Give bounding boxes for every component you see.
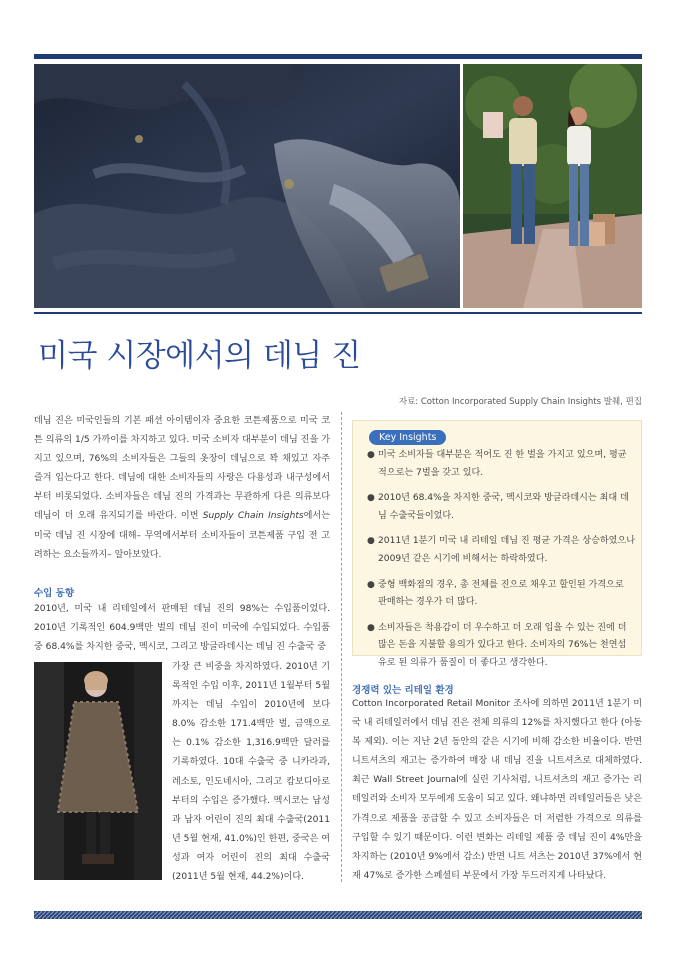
page-title: 미국 시장에서의 데님 진 [38,338,361,374]
bottom-denim-border [34,904,642,912]
key-insights-box [352,420,642,668]
key-insight-text: 소비자들은 착용감이 더 우수하고 더 오래 입을 수 있는 진에 더 많은 돈을 지불할 용의가 있다고 한다. 소비자의 76%는 천연섬유로 된 의류가 품질이 더 좋다고 생각한다. [378,622,627,668]
bullet-icon: ● [367,493,375,504]
key-insights-list [367,447,635,681]
key-insight-item [367,577,635,612]
key-insight-text: 2011년 1분기 미국 내 리테일 데님 진 평균 가격은 상승하였으나 2009년 같은 시기에 비해서는 하락하였다. [378,536,635,564]
imports-heading: 수입 동향 [34,588,75,599]
imports-paragraph-full: 2010년, 미국 내 리테일에서 판매된 데님 진의 98%는 수입품이었다. 2010년 기록적인 604.9백만 벌의 데님 진이 미국에 수입되었다. 수입품 중 68.4%를 차지한 중국, 멕시코, 그리고 방글라데시는 데님 진 수출국 중 [34,604,330,653]
retail-heading: 경쟁력 있는 리테일 환경 [352,685,454,696]
couple-shopping-photo [463,64,642,308]
column-divider [341,412,342,882]
key-insight-text: 미국 소비자들 대부분은 적어도 진 한 벌을 가지고 있으며, 평균적으로는 7벌을 갖고 있다. [378,450,627,478]
bullet-icon: ● [367,622,375,633]
intro-text-part1: 데님 진은 미국인들의 기본 패션 아이템이자 중요한 코튼제품으로 미국 코튼 의류의 1/5 가까이를 차지하고 있다. 미국 소비자 대부분이 데님 진을 가지고 있으며, 76%의 소비자들은 그들의 옷장이 데님으로 꽉 채있고 자주 즐겨 입는다고 한다. 데님에 대한 소비자들의 사랑은 다용성과 내구성에서부터 비롯되었다. 소비자들은 데님 진의 가격과는 무관하게 다른 의류보다 데님이 더 오래 유지되기를 바란다. 이번 [34,416,330,522]
intro-publication-name: Supply Chain Insights [202,511,304,522]
key-insight-item [367,533,635,568]
key-insight-text: 중형 백화점의 경우, 총 전체를 진으로 채우고 할인된 가격으로 판매하는 경우가 더 많다. [378,579,624,608]
key-insights-badge: Key Insights [369,430,446,445]
bullet-icon: ● [367,579,375,590]
key-insight-item [367,447,635,482]
source-credit: 자료: Cotton Incorporated Supply Chain Insights 발췌, 편집 [398,397,642,407]
key-insight-text: 2010년 68.4%을 차지한 중국, 멕시코와 방글라데시는 최대 데님 수출국들이었다. [378,493,629,521]
intro-paragraph [34,412,330,565]
top-accent-stripe [34,54,642,59]
intro-text-part2: 에서는 미국 데님 진 시장에 대해– 무역에서부터 소비자들이 코튼제품 구입 전 고려하는 요소들까지– 알아보았다. [34,511,330,560]
bullet-icon: ● [367,536,375,547]
woman-in-coat-photo [34,662,162,880]
retail-paragraph: Cotton Incorporated Retail Monitor 조사에 의하면 2011년 1분기 미국 내 리테일러에서 데님 진은 전체 의류의 12%를 차지했다고 한다 (아동복 제외). 이는 지난 2년 동안의 같은 시기에 비해 감소한 비율이다. 반면 니트셔츠의 재고는 증가하여 매장 내 데님 진을 니트셔츠로 대체하였다. 최근 Wall Street Journal에 실린 기사처럼, 니트셔츠의 재고 증가는 리테일러와 소비자 모두에게 도움이 되고 있다. 왜냐하면 리테일러들은 낮은 가격으로 제품을 공급할 수 있고 소비자들은 더 저렴한 가격으로 의류를 구입할 수 있기 때문이다. 이런 변화는 리테일 제품 중 데님 진이 4%만을 차지하는 (2010년 9%에서 감소) 반면 니트 셔츠는 2010년 37%에서 현재 47%로 증가한 스페셜티 부문에서 가장 두드러지게 나타났다. [352,699,642,881]
denim-jeans-photo [34,64,460,308]
imports-paragraph-wrap: 가장 큰 비중을 차지하였다. 2010년 기록적인 수입 이후, 2011년 1월부터 5월까지는 데님 수입이 2010년에 보다 8.0% 감소한 171.4백만 벌, 금액으로는 0.1% 감소한 1,316.9백만 달러를 기록하였다. 10대 수출국 중 니카라과, 레소토, 인도네시아, 그리고 캄보디아로부터의 수입은 증가했다. 멕시코는 남성과 남자 어린이 진의 최대 수출국(2011년 5월 현재, 41.0%)인 한편, 중국은 여성과 여자 어린이 진의 최대 수출국(2011년 5월 현재, 44.2%)이다. [172,662,330,883]
key-insight-item [367,490,635,525]
header-rule [34,312,642,314]
key-insight-item [367,620,635,673]
bullet-icon: ● [367,450,375,460]
